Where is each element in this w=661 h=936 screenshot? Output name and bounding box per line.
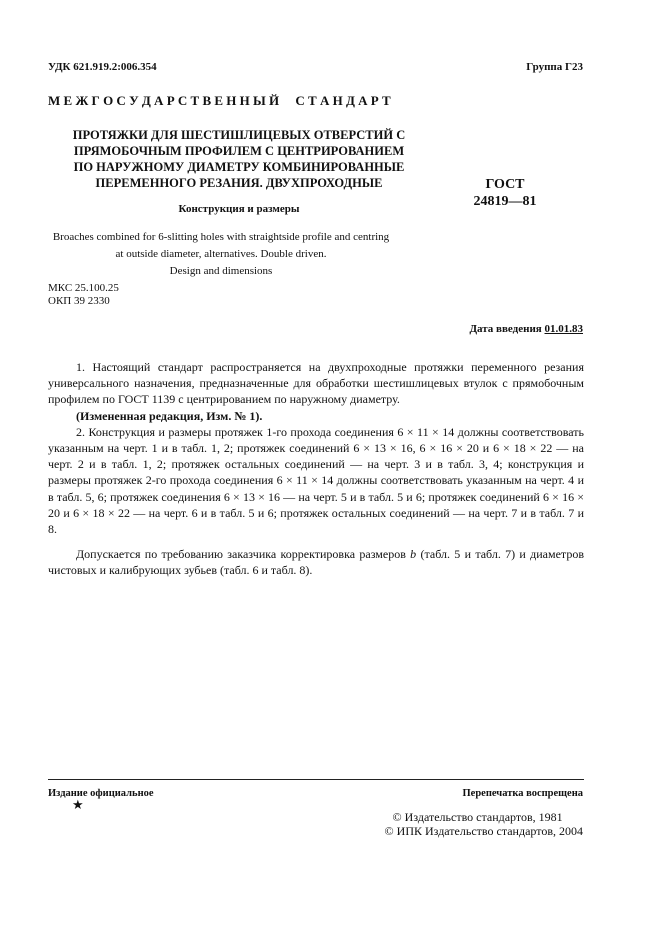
gost-number: 24819—81 [473, 194, 537, 209]
title-line: ПО НАРУЖНОМУ ДИАМЕТРУ КОМБИНИРОВАННЫЕ [73, 160, 405, 174]
adjustment-text-end: (табл. 5 и табл. 7) и диаметров чистовых и калибрующих зубьев (табл. 6 и табл. 8). [48, 547, 584, 578]
paragraph-adjustment [48, 546, 584, 578]
udk-code: УДК 621.919.2:006.354 [48, 61, 157, 73]
title-line: ПРОТЯЖКИ ДЛЯ ШЕСТИШЛИЦЕВЫХ ОТВЕРСТИЙ С [72, 128, 406, 142]
group-code: Группа Г23 [526, 61, 583, 73]
document-subtitle: Конструкция и размеры [178, 203, 300, 215]
classification-codes [48, 282, 119, 308]
english-title-line: at outside diameter, alternatives. Double driven. [115, 248, 327, 260]
paragraph-design: 2. Конструкция и размеры протяжек 1-го прохода соединения 6 × 11 × 14 должны соответствовать указанным на черт. 1 и в табл. 1, 2; протяжек соединений 6 × 13 × 16, 6 × 16 × 20 и 6 × 18 × 22 — на черт. 2 и в табл. 1, 2; протяжек остальных соединений — на черт. 3 и в табл. 3, 4; конструкция и размеры протяжек 2-го прохода соединения 6 × 11 × 14 должны соответствовать указанным на черт. 4 и в табл. 5, 6; протяжек соединения 6 × 13 × 16 — на черт. 5 и в табл. 5 и 6; протяжек соединений 6 × 16 × 20 и 6 × 18 × 22 — на черт. 6 и в табл. 5 и 6; протяжек остальных соединений — на черт. 7 и в табл. 7 и 8. [48, 424, 584, 537]
mks-code: МКС 25.100.25 [48, 282, 119, 294]
intro-date-value: 01.01.83 [544, 323, 583, 335]
english-title [40, 229, 402, 280]
reprint-prohibited-label: Перепечатка воспрещена [462, 788, 583, 799]
english-title-line: Design and dimensions [169, 265, 273, 277]
footer-divider [48, 779, 584, 780]
amendment-note: (Измененная редакция, Изм. № 1). [76, 408, 263, 423]
title-line: ПЕРЕМЕННОГО РЕЗАНИЯ. ДВУХПРОХОДНЫЕ [95, 176, 383, 190]
dimension-variable: b [410, 547, 417, 562]
title-line: ПРЯМОБОЧНЫМ ПРОФИЛЕМ С ЦЕНТРИРОВАНИЕМ [73, 144, 405, 158]
document-body [48, 359, 584, 579]
official-edition-label: Издание официальное [48, 788, 154, 799]
star-icon: ★ [72, 797, 84, 812]
copyright-block [385, 810, 583, 838]
document-title [48, 127, 430, 191]
copyright-line: © ИПК Издательство стандартов, 2004 [384, 824, 583, 838]
gost-designation [445, 176, 565, 210]
copyright-line: © Издательство стандартов, 1981 [392, 810, 563, 824]
introduction-date [469, 323, 583, 335]
okp-code: ОКП 39 2330 [48, 295, 110, 307]
english-title-line: Broaches combined for 6-slitting holes with straightside profile and centring [52, 231, 390, 243]
standard-banner [48, 93, 584, 109]
gost-label: ГОСТ [485, 177, 525, 192]
intro-date-label: Дата введения [469, 323, 542, 335]
paragraph-scope: 1. Настоящий стандарт распространяется на двухпроходные протяжки переменного резания универсального назначения, предназначенные для обработки шестишлицевых втулок с прямобочным профилем по ГОСТ 1139 с центрированием по наружному диаметру. [48, 360, 584, 407]
adjustment-text-start: Допускается по требованию заказчика корректировка размеров [76, 547, 411, 562]
banner-text: М Е Ж Г О С У Д А Р С Т В Е Н Н Ы Й С Т А Н Д А Р Т [48, 93, 391, 108]
